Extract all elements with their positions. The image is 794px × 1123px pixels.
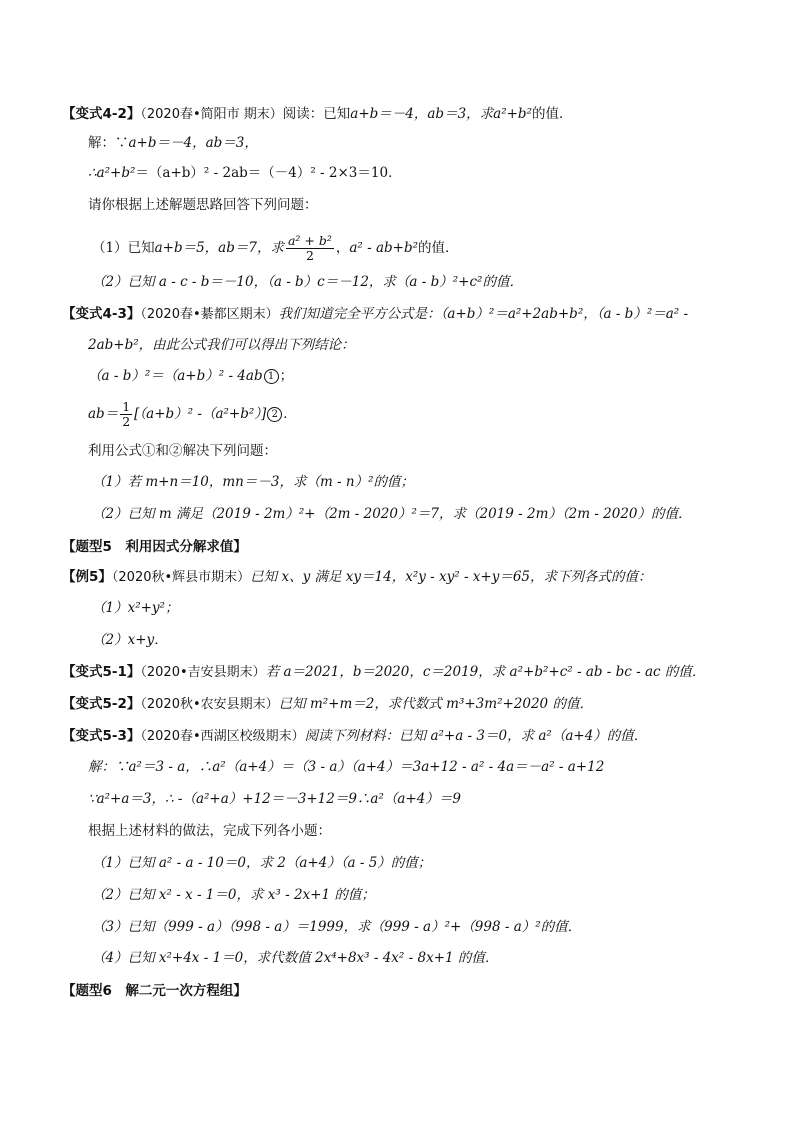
question-2: （2）已知 m 满足（2019 - 2m）²+（2m - 2020）²＝7，求（2019 - 2m）（2m - 2020）的值．	[92, 506, 692, 522]
circled-number-1: 1	[264, 369, 279, 384]
question-1: （1）x²+y²；	[92, 600, 179, 616]
use-formula-text: 利用公式①和②解决下列问题：	[88, 443, 277, 459]
math-text: ＝（a+b）² - 2ab＝（－4）² - 2×3＝10．	[135, 165, 402, 181]
variant-tag: 【变式4-2】	[62, 106, 141, 122]
prompt-text: 根据上述材料的做法，完成下列各小题：	[88, 823, 331, 839]
variant-4-3-line-2: 2ab+b²，由此公式我们可以得出下列结论：	[88, 337, 355, 353]
question-2: （2）已知 x² - x - 1＝0，求 x³ - 2x+1 的值；	[92, 887, 375, 903]
math-text: a+b＝5，ab＝7，求	[154, 240, 284, 256]
variant-tag: 【变式5-2】	[62, 696, 141, 712]
example-tag: 【例5】	[62, 569, 112, 585]
math-expr: a² - ab+b²	[349, 240, 419, 256]
fraction-half: $\frac{1}{2}$	[122, 399, 131, 429]
prompt-text: 请你根据上述解题思路回答下列问题：	[88, 197, 318, 213]
solution-line-1: 解：∵a²＝3 - a，∴a²（a+4）＝（3 - a）（a+4）＝3a+12 - a² - 4a＝－a² - a+12	[88, 759, 605, 775]
question-2: （2）x+y．	[92, 632, 168, 648]
math-expr: ∴a²+b²	[88, 165, 136, 181]
fraction: $\frac{\text{a² + b²}}{2}$	[287, 233, 332, 263]
text: 我们知道完全平方公式是：（a+b）²＝a²+2ab+b²，（a - b）²＝a² -	[278, 306, 689, 322]
section-title-5: 【题型5 利用因式分解求值】	[62, 539, 247, 555]
text: 解：∵	[88, 135, 129, 151]
formula-1: （a - b）²＝（a+b）² - 4ab 1 ；	[88, 368, 294, 384]
solution-line-2	[88, 163, 402, 183]
text: 的值．	[531, 106, 573, 122]
math-text: a+b＝－4，ab＝3，	[128, 135, 258, 151]
formula-2: ab＝ $\frac{1}{2}$ [（a+b）² -（a²+b²）] 2 ．	[88, 399, 297, 429]
variant-5-3-question: 【变式5-3】（2020春•西湖区校级期末）阅读下列材料：已知 a²+a - 3＝0，求 a²（a+4）的值．	[62, 728, 648, 744]
variant-tag: 【变式4-3】	[62, 306, 141, 322]
example-5-question: 【例5】（2020秋•辉县市期末）已知 x、y 满足 xy＝14，x²y - xy² - x+y＝65，求下列各式的值：	[62, 569, 652, 585]
variant-4-3-question	[62, 304, 688, 325]
source-label: （2020•吉安县期末）	[140, 665, 266, 680]
source-label: （2020春•綦都区期末）	[140, 307, 279, 322]
source-label: （2020春•西湖区校级期末）	[140, 729, 305, 744]
question-2: （2）已知 a - c - b＝－10，（a - b）c＝－12，求（a - b）²+c²的值．	[92, 274, 523, 290]
variant-tag: 【变式5-1】	[62, 664, 141, 680]
solution-line-2: ∵a²+a＝3，∴ -（a²+a）+12＝－3+12＝9∴a²（a+4）＝9	[88, 791, 461, 807]
circled-number-2: 2	[267, 407, 282, 422]
solution-line-1	[88, 133, 258, 153]
source-label: （2020秋•农安县期末）	[140, 697, 279, 712]
question-1: （1）已知a+b＝5，ab＝7，求 $\frac{\text{a² + b²}}{2}$ ，a² - ab+b²的值．	[92, 233, 459, 263]
source-label: （2020秋•辉县市期末）	[111, 570, 251, 585]
math-text: a+b＝－4，ab＝3，求	[350, 106, 494, 122]
source-label: （2020春•简阳市 期末）	[140, 107, 283, 122]
question-1: （1）若 m+n＝10，mn＝－3，求（m - n）²的值；	[92, 474, 415, 490]
text: 阅读：已知	[282, 106, 351, 122]
math-expr: a²+b²	[493, 106, 532, 122]
variant-5-2-question: 【变式5-2】（2020秋•农安县期末）已知 m²+m＝2，求代数式 m³+3m²+2020 的值．	[62, 696, 593, 712]
variant-4-2-question	[62, 104, 572, 125]
question-3: （3）已知（999 - a）（998 - a）＝1999，求（999 - a）²+（998 - a）²的值．	[92, 919, 582, 935]
question-4: （4）已知 x²+4x - 1＝0，求代数值 2x⁴+8x³ - 4x² - 8x+1 的值．	[92, 950, 499, 966]
variant-5-1-question: 【变式5-1】（2020•吉安县期末）若 a＝2021，b＝2020，c＝2019，求 a²+b²+c² - ab - bc - ac 的值．	[62, 664, 706, 680]
question-1: （1）已知 a² - a - 10＝0，求 2（a+4）（a - 5）的值；	[92, 855, 432, 871]
variant-tag: 【变式5-3】	[62, 728, 141, 744]
section-title-6: 【题型6 解二元一次方程组】	[62, 983, 247, 999]
